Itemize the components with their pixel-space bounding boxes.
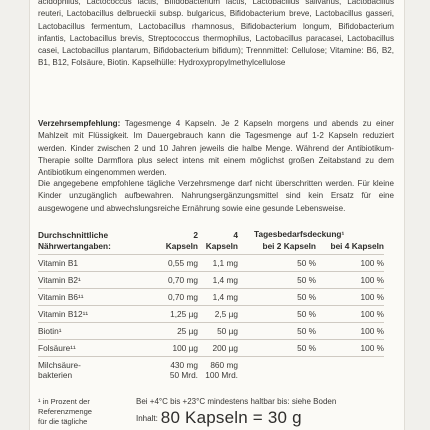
col-header-coverage-2: bei 2 Kapseln <box>262 241 316 251</box>
dosage-heading: Verzehrsempfehlung: <box>38 119 121 128</box>
dosage-text: Tagesmenge 4 Kapseln. Je 2 Kapseln morgens und abends zu einer Mahlzeit mit Flüssigkeit. Im Dauergebrauch kann die Tagesmenge auf 1-2 Kapseln reduziert werden. Kinder zwischen 2 und 10 Jahren jeweils die halbe Menge. Während der Antibiotikum-Therapie sollte Darmflora plus select intens mit einem möglichst großen Zeitabstand zu dem Antibiotikum eingenommen werden. <box>38 119 394 178</box>
daily-coverage-header: Tagesbedarfsdeckung¹ <box>254 229 345 239</box>
table-row: Vitamin B12¹¹ 1,25 µg 2,5 µg 50 % 100 % <box>38 306 384 323</box>
ingredients-text: acidophilus, Lactococcus lactis, Bifidobacterium lactis, Lactobacillus salivarius, Lactobacillus reuteri, Lactobacillus delbrueckii subsp. bulgaricus, Bifidobacterium breve, Lactobacillus gasseri, Lactobacillus fermentum, Lactobacillus rhamnosus, Bifidobacterium longum, Bifidobacterium infantis, Lactobacillus brevis, Streptococcus thermophilus, Lactobacillus paracasei, Lactobacillus casei, Lactobacillus plantarum, Bifidobacterium bifidum); Trennmittel: Cellulose; Vitamine: B6, B2, B1, B12, Folsäure, Biotin. Kapselhülle: Hydroxypropylmethylcellulose <box>38 0 394 68</box>
package-content <box>136 408 302 428</box>
table-row: Biotin¹ 25 µg 50 µg 50 % 100 % <box>38 323 384 340</box>
table-row: Vitamin B6¹¹ 0,70 mg 1,4 mg 50 % 100 % <box>38 289 384 306</box>
nutrition-table-header <box>38 228 384 255</box>
nutrition-table <box>38 228 384 390</box>
content-value: 80 Kapseln = 30 g <box>160 408 302 427</box>
warning-text: Die angegebene empfohlene tägliche Verzehrsmenge darf nicht überschritten werden. Für kleine Kinder unzugänglich aufbewahren. Nahrungsergänzungsmittel sind kein Ersatz für eine ausgewogene und abwechslungsreiche Ernährung sowie eine gesunde Lebensweise. <box>38 179 394 213</box>
table-row: Vitamin B2¹ 0,70 mg 1,4 mg 50 % 100 % <box>38 272 384 289</box>
product-label <box>30 0 404 430</box>
table-row-lactic-bacteria: Milchsäure- bakterien 430 mg 50 Mrd. 860 mg 100 Mrd. <box>38 357 384 391</box>
content-label: Inhalt: <box>136 414 158 423</box>
col-header-nutrients: Durchschnittliche Nährwertangaben: <box>38 230 111 251</box>
col-header-4-capsules: 4 Kapseln <box>205 230 238 251</box>
col-header-2-capsules: 2 Kapseln <box>165 230 198 251</box>
col-header-coverage-4: bei 4 Kapseln <box>330 241 384 251</box>
table-row: Vitamin B1 0,55 mg 1,1 mg 50 % 100 % <box>38 255 384 272</box>
footnote-reference: ¹ in Prozent der Referenzmenge für die tägliche <box>38 397 93 426</box>
dosage-recommendation <box>38 118 394 179</box>
storage-info: Bei +4°C bis +23°C mindestens haltbar bis: siehe Boden <box>136 397 337 406</box>
table-row: Folsäure¹¹ 100 µg 200 µg 50 % 100 % <box>38 340 384 357</box>
